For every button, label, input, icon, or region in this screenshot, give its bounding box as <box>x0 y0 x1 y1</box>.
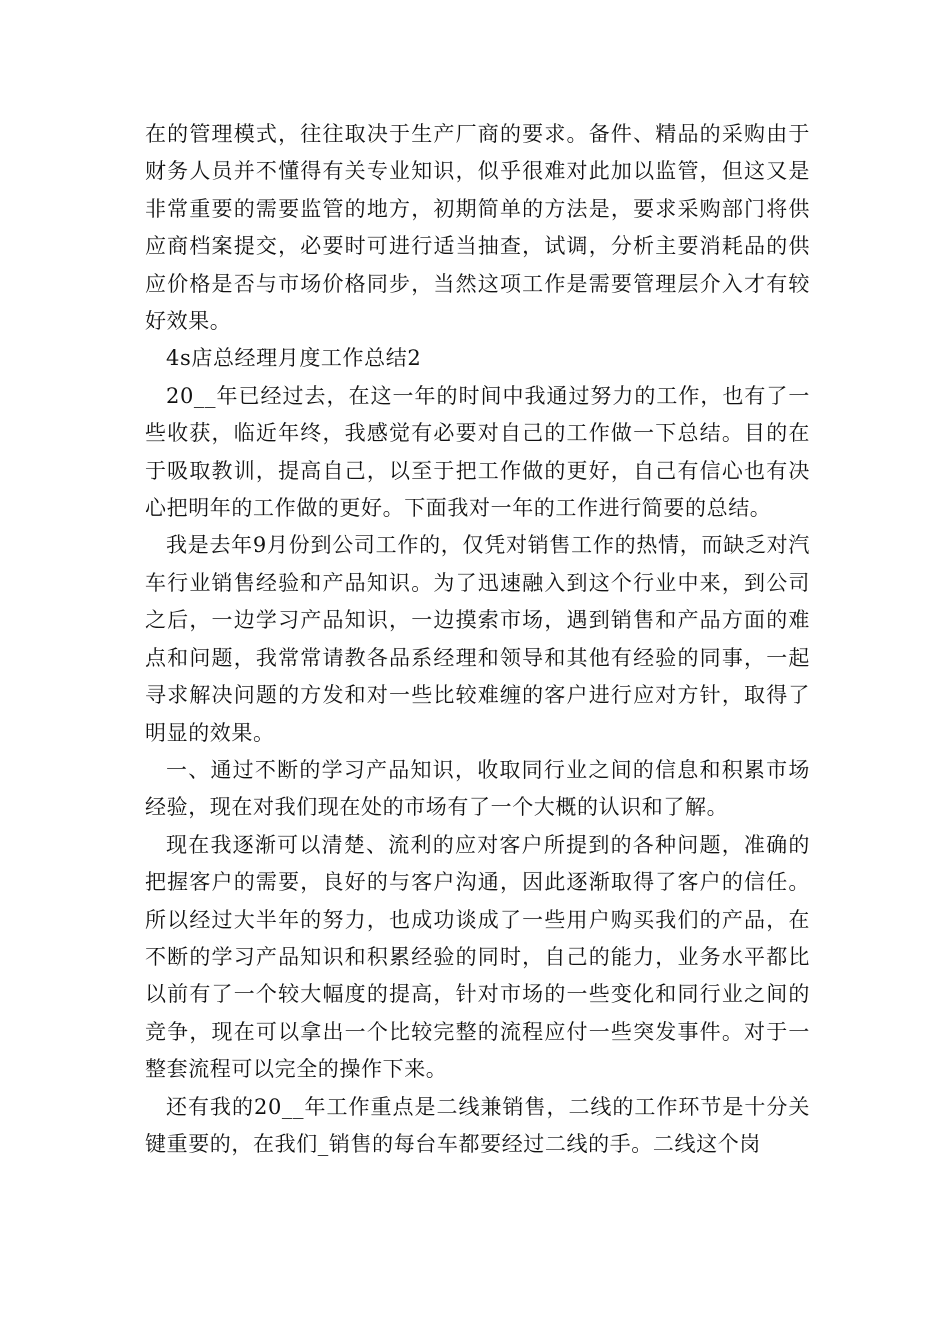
paragraph-intro: 20__年已经过去，在这一年的时间中我通过努力的工作，也有了一些收获，临近年终，我感觉有必要对自己的工作做一下总结。目的在于吸取教训，提高自己，以至于把工作做的更好，自己有信心也有决心把明年的工作做的更好。下面我对一年的工作进行简要的总结。 <box>145 383 810 521</box>
paragraph-background: 我是去年9月份到公司工作的，仅凭对销售工作的热情，而缺乏对汽车行业销售经验和产品知识。为了迅速融入到这个行业中来，到公司之后，一边学习产品知识，一边摸索市场，遇到销售和产品方面的难点和问题，我常常请教各品系经理和领导和其他有经验的同事，一起寻求解决问题的方发和对一些比较难缠的客户进行应对方针，取得了明显的效果。 <box>145 533 810 745</box>
document-body <box>145 116 810 1163</box>
paragraph-continuation: 在的管理模式，往往取决于生产厂商的要求。备件、精品的采购由于财务人员并不懂得有关专业知识，似乎很难对此加以监管，但这又是非常重要的需要监管的地方，初期简单的方法是，要求采购部门将供应商档案提交，必要时可进行适当抽查，试调，分析主要消耗品的供应价格是否与市场价格同步，当然这项工作是需要管理层介入才有较好效果。 <box>145 122 810 334</box>
paragraph-progress: 现在我逐渐可以清楚、流利的应对客户所提到的各种问题，准确的把握客户的需要，良好的与客户沟通，因此逐渐取得了客户的信任。所以经过大半年的努力，也成功谈成了一些用户购买我们的产品，在不断的学习产品知识和积累经验的同时，自己的能力，业务水平都比以前有了一个较大幅度的提高，针对市场的一些变化和同行业之间的竞争，现在可以拿出一个比较完整的流程应付一些突发事件。对于一整套流程可以完全的操作下来。 <box>145 832 810 1082</box>
paragraph-point-one: 一、通过不断的学习产品知识，收取同行业之间的信息和积累市场经验，现在对我们现在处的市场有了一个大概的认识和了解。 <box>145 757 810 820</box>
section-heading: 4s店总经理月度工作总结2 <box>166 346 422 371</box>
paragraph-focus: 还有我的20__年工作重点是二线兼销售，二线的工作环节是十分关键重要的，在我们_销售的每台车都要经过二线的手。二线这个岗 <box>145 1094 810 1156</box>
